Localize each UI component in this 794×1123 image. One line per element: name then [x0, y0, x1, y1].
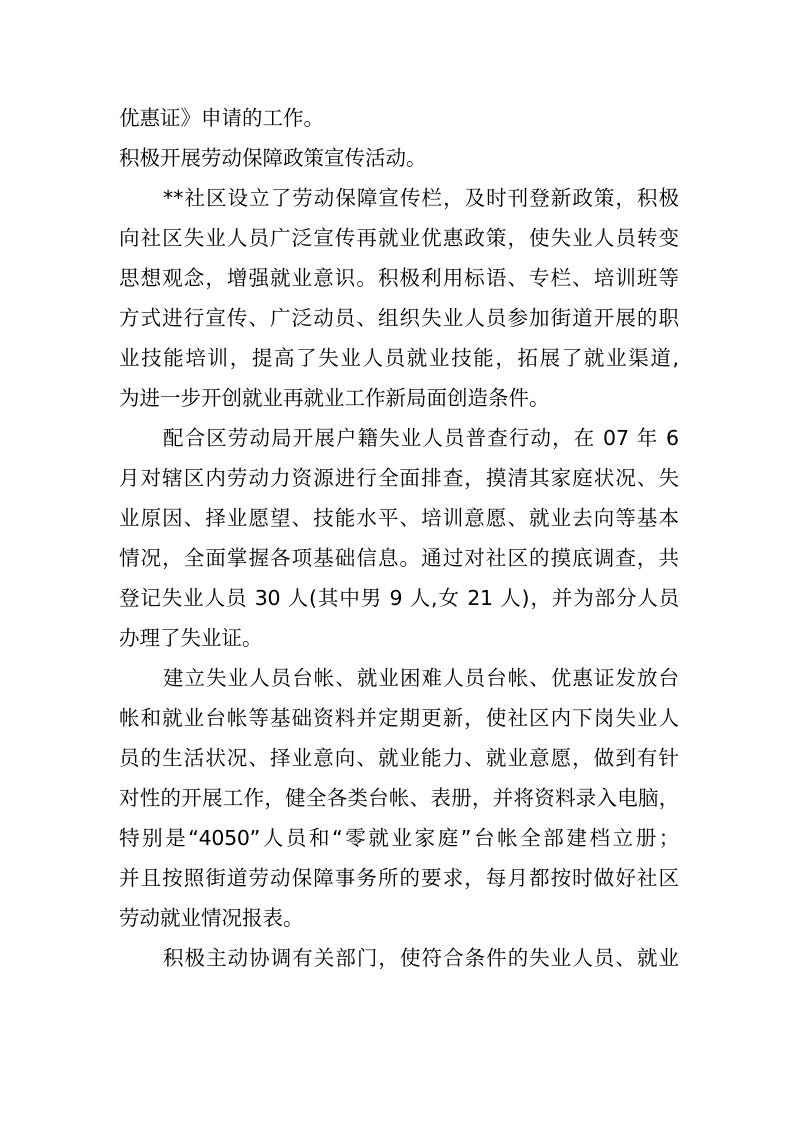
text-line: 员的生活状况、择业意向、就业能力、就业意愿，做到有针	[119, 746, 679, 770]
text-line: 劳动就业情况报表。	[119, 906, 304, 930]
section-heading	[119, 138, 679, 178]
text-line: 向社区失业人员广泛宣传再就业优惠政策，使失业人员转变	[119, 226, 679, 250]
text-line: 特别是“4050”人员和“零就业家庭”台帐全部建档立册；	[119, 826, 679, 850]
paragraph-continuation	[119, 98, 679, 138]
text-line: 情况，全面掌握各项基础信息。通过对社区的摸底调查，共	[119, 546, 679, 570]
text-line: 积极开展劳动保障政策宣传活动。	[119, 146, 427, 170]
paragraph-publicity	[119, 178, 679, 418]
text-line: 配合区劳动局开展户籍失业人员普查行动，在 07 年 6	[163, 426, 679, 450]
text-line: 月对辖区内劳动力资源进行全面排查，摸清其家庭状况、失	[119, 466, 679, 490]
paragraph-census	[119, 418, 679, 658]
text-line: **社区设立了劳动保障宣传栏，及时刊登新政策，积极	[163, 186, 679, 210]
text-line: 业原因、择业愿望、技能水平、培训意愿、就业去向等基本	[119, 506, 679, 530]
text-line: 建立失业人员台帐、就业困难人员台帐、优惠证发放台	[163, 666, 679, 690]
text-line: 思想观念，增强就业意识。积极利用标语、专栏、培训班等	[119, 266, 679, 290]
text-line: 登记失业人员 30 人(其中男 9 人,女 21 人)，并为部分人员	[119, 586, 679, 610]
text-line: 并且按照街道劳动保障事务所的要求，每月都按时做好社区	[119, 866, 679, 890]
text-line: 对性的开展工作，健全各类台帐、表册，并将资料录入电脑，	[119, 786, 679, 810]
text-line: 优惠证》申请的工作。	[119, 106, 324, 130]
paragraph-coordination	[119, 938, 679, 978]
document-body	[119, 98, 679, 978]
text-line: 业技能培训，提高了失业人员就业技能，拓展了就业渠道,	[119, 346, 679, 370]
text-line: 帐和就业台帐等基础资料并定期更新，使社区内下岗失业人	[119, 706, 679, 730]
text-line: 方式进行宣传、广泛动员、组织失业人员参加街道开展的职	[119, 306, 679, 330]
text-line: 办理了失业证。	[119, 626, 263, 650]
text-line: 为进一步开创就业再就业工作新局面创造条件。	[119, 386, 550, 410]
paragraph-ledgers	[119, 658, 679, 938]
text-line: 积极主动协调有关部门，使符合条件的失业人员、就业	[163, 946, 679, 970]
